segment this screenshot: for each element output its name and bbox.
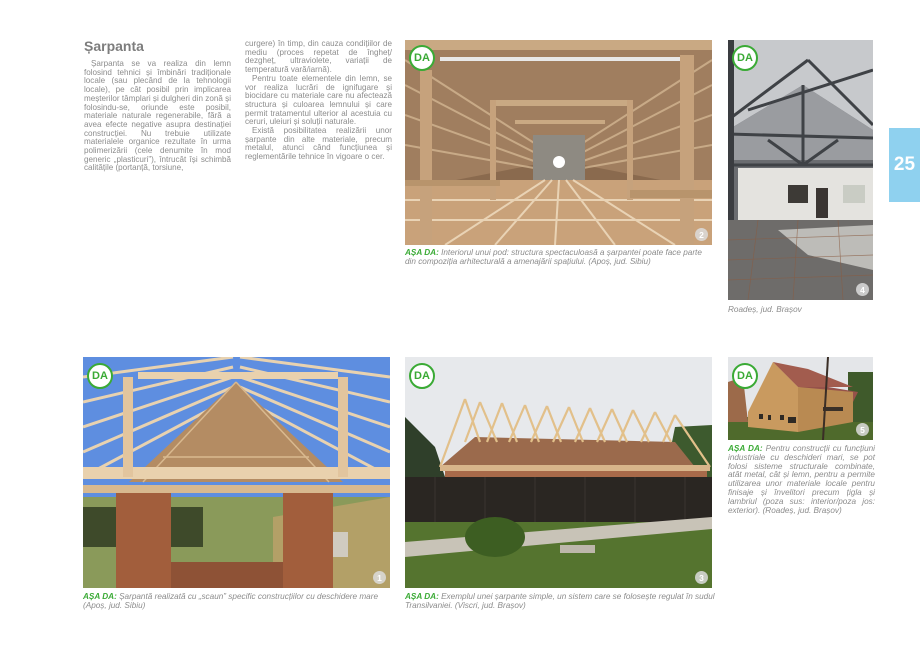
paragraph: Există posibilitatea realizării unor șarpante din alte materiale, precum metalul, atunci când funcțiunea și reglementările tehnice în vigoare o cer. — [245, 126, 392, 162]
caption-photo-2 — [405, 249, 715, 267]
photo-number-badge: 1 — [373, 571, 386, 584]
da-badge: DA — [409, 45, 435, 71]
paragraph: Șarpanta se va realiza din lemn folosind tehnici și îmbinări tradiționale locale (sau plecând de la tehnologii locale), pe cât posibil prin implicarea meșterilor tâmplari și dulgheri din zonă și folosindu-se, oriunde este posibil, materiale naturale regenerabile, fără a avea efecte negative asupra destinației construcției. Nu trebuie utilizate materialele organice rezultate în urma polimerizării (cele denumite în mod generic „plasticuri”), întrucât își schimbă calitățile (portanță, torsiune, — [84, 59, 231, 173]
caption-text: Interiorul unui pod: structura spectaculoasă a șarpantei poate face parte din compoziția arhitecturală a amenajării spațiului. (Apoș, jud. Sibiu) — [405, 248, 702, 266]
photo-metal-interior — [728, 40, 873, 300]
da-badge: DA — [409, 363, 435, 389]
photo-number-badge: 2 — [695, 228, 708, 241]
photo-simple-roof-frame — [405, 357, 712, 588]
caption-text: Exemplul unei șarpante simple, un sistem care se folosește regulat în sudul Transilvaniei. (Viscri, jud. Brașov) — [405, 592, 715, 610]
photo-number-badge: 4 — [856, 283, 869, 296]
open-roof-image — [83, 357, 390, 588]
da-badge: DA — [732, 363, 758, 389]
da-badge: DA — [87, 363, 113, 389]
caption-text: Șarpantă realizată cu „scaun” specific construcțiilor cu deschidere mare (Apoș, jud. Sibiu) — [83, 592, 379, 610]
photo-attic-interior — [405, 40, 712, 245]
simple-roof-image — [405, 357, 712, 588]
attic-interior-image — [405, 40, 712, 245]
da-badge: DA — [732, 45, 758, 71]
caption-lead: AȘA DA: — [83, 592, 117, 601]
paragraph: curgere) în timp, din cauza condițiilor de mediu (proces repetat de îngheț/ dezgheț, ultraviolete, variații de temperatură vară/iarnă). — [245, 39, 392, 75]
photo-open-roof-structure — [83, 357, 390, 588]
metal-interior-image — [728, 40, 873, 300]
caption-lead: AȘA DA: — [728, 444, 763, 453]
paragraph: Pentru toate elementele din lemn, se vor realiza lucrări de ignifugare și biocidare cu materiale care nu afectează structura și culoarea lemnului și care permit tratamentul ulterior al acestuia cu ceruri, uleiuri și soluții naturale. — [245, 73, 392, 127]
caption-photo-3 — [405, 593, 720, 611]
caption-lead: AȘA DA: — [405, 592, 439, 601]
photo-number-badge: 5 — [856, 423, 869, 436]
text-column-2 — [245, 40, 392, 162]
caption-photo-4: Roadeș, jud. Brașov — [728, 305, 802, 314]
caption-photo-5 — [728, 445, 875, 515]
caption-text: Pentru construcții cu funcțiuni industriale cu deschideri mari, se pot folosi sisteme structurale combinate, atât metal, cât și lemn, pentru a permite utilizarea unor materiale locale pentru finisaje și învelitori precum țigla și lambriul (poza sus: interior/poza jos: exterior). (Roadeș, jud. Brașov) — [728, 444, 875, 515]
caption-photo-1 — [83, 593, 398, 611]
caption-lead: AȘA DA: — [405, 248, 439, 257]
section-title: Șarpanta — [84, 38, 144, 54]
photo-number-badge: 3 — [695, 571, 708, 584]
page-number-tab: 25 — [889, 128, 920, 202]
text-column-1 — [84, 60, 231, 173]
photo-wooden-building-exterior — [728, 357, 873, 440]
